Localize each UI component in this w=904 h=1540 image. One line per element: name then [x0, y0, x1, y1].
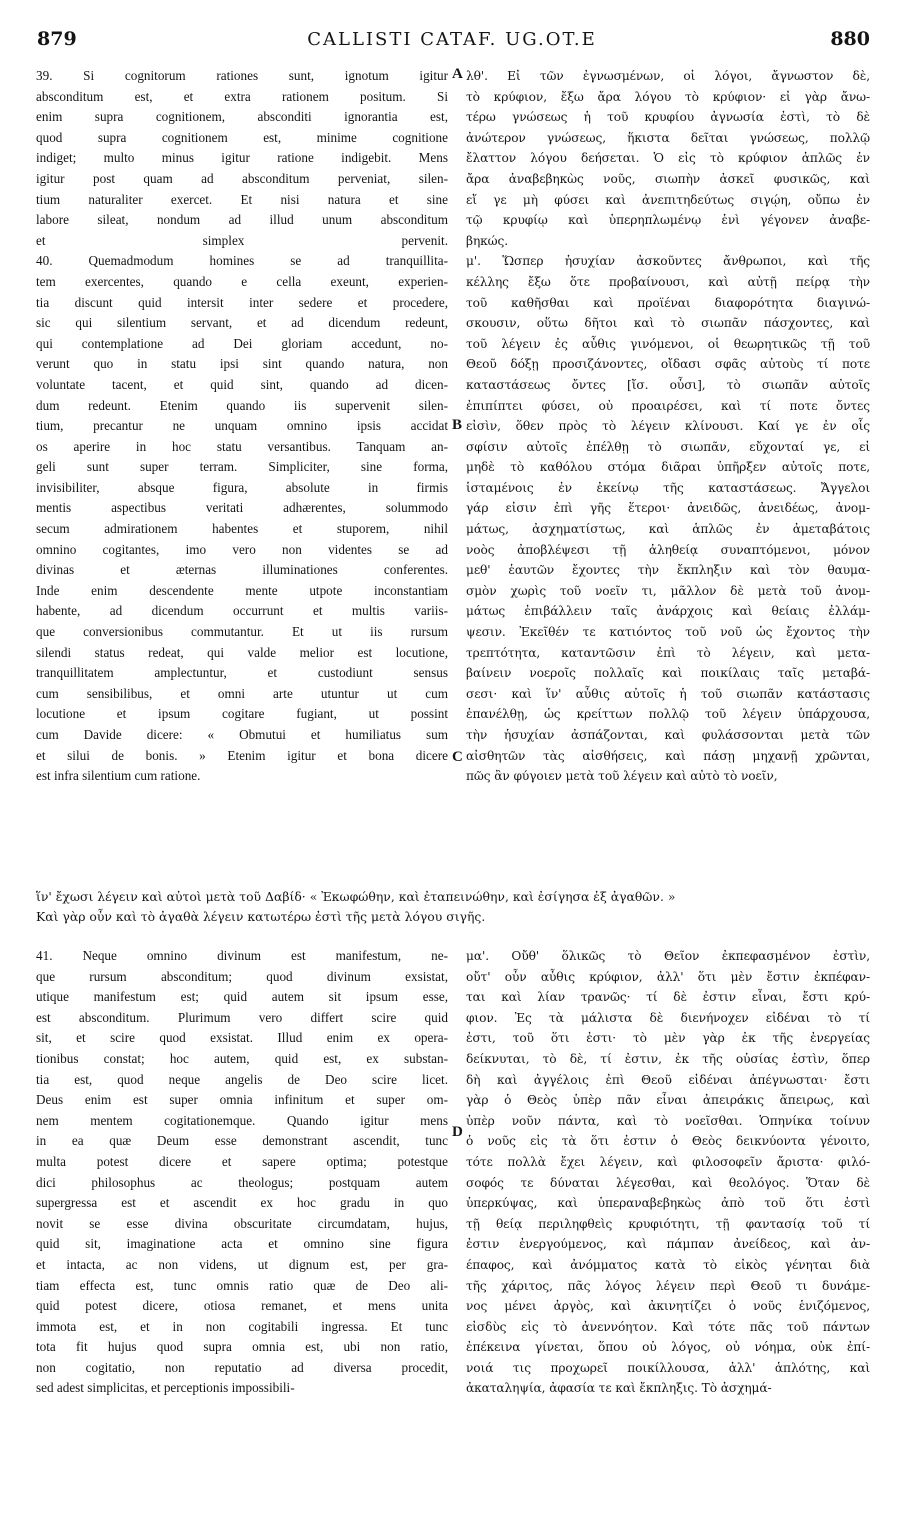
text-line: λθ'. Εἰ τῶν ἐγνωσμένων, οἱ λόγοι, ἄγνωστον δὲ, [466, 69, 870, 83]
text-line: τοῦ καθῆσθαι καὶ προϊέναι διαφορότητα διαγινώ- [466, 295, 870, 310]
text-line: τῆς χάριτος, πᾶς λόγος λέγειν περὶ Θεοῦ τι δυνάμε- [466, 1278, 870, 1293]
text-line: locutione et ipsum cogitare fugiant, ut possint [36, 706, 448, 722]
text-line: que rursum absconditum; quod divinum exsistat, [36, 968, 448, 984]
text-line: utique manifestum est; quid autem sit ipsum esse, [36, 989, 448, 1005]
text-line: δείκνυται, τὸ δὲ, τί ἐστιν, ἐκ τῆς οὐσίας ἐστὶν, ὅπερ [466, 1051, 870, 1066]
text-line: habente, ad dicendum occurrunt et multis variis- [36, 603, 448, 619]
latin-column-top [36, 66, 448, 787]
text-line: ἐπέκεινα γίνεται, ὅπου οὐ λόγος, οὐ νόημα, οὐκ ἐπί- [466, 1340, 870, 1355]
text-line: ὑπερκύψας, καὶ ὑπεραναβεβηκὼς ἀπὸ τοῦ ὅτι ἐστὶ [466, 1196, 870, 1211]
text-line: τέρω γνώσεως ἡ τοῦ κρυφίου ἀγνωσία ἐστὶ, τὸ δὲ [466, 110, 870, 125]
text-line: secum admirationem habentes et stuporem, nihil [36, 521, 448, 537]
text-line: ἀνώτερον γνώσεως, ἥκιστα δεῖται γνώσεως, πολλῷ [466, 130, 870, 145]
text-line: igitur post quam ad absconditum perveniat, silen- [36, 170, 448, 186]
text-line: σμὸν χωρὶς τοῦ νοεῖν τι, μᾶλλον δὲ μετὰ τοῦ ἀνομ- [466, 583, 870, 598]
text-line: φιον. Ἐς τὰ μάλιστα δὲ διενήνοχεν εἰδέναι τὸ τί [466, 1010, 870, 1025]
text-line: dum redeunt. Etenim quando iis supervenit silen- [36, 397, 448, 413]
text-line: tia est, quod neque angelis de Deo scire licet. [36, 1071, 448, 1087]
text-line: ἐστι, τοῦ ὅτι ἐστι· τὸ μὲν γὰρ ἐκ τῆς ἐνεργείας [466, 1031, 870, 1046]
text-line: ἐστιν ἐνεργούμενος, καὶ πάμπαν ἀνείδεος, καὶ ἀν- [466, 1237, 870, 1252]
text-line: 39. Si cognitorum rationes sunt, ignotum igitur [36, 68, 448, 83]
text-line: sit, et scire quod exsistat. Illud enim ex opera- [36, 1030, 448, 1046]
text-line: νος μένει ἀργὸς, καὶ ἀκινητίζει ὁ νοῦς ἑνιζόμενος, [466, 1299, 870, 1314]
text-line: εἰσὶν, ὅθεν πρὸς τὸ λέγειν κλίνουσι. Καί γε ἐν οἷς [466, 419, 870, 434]
text-line: νοὸς ἀποβλέψεσι τῇ ἀληθείᾳ συναπτόμενοι, μόνον [466, 542, 870, 557]
text-line: σκουσιν, οὕτω δῆτοι καὶ τὸ σιωπᾶν πάσχοντες, καὶ [466, 316, 870, 331]
text-line: ἄρα ἀναβεβηκὼς νοῦς, σιωπὴν ἀσκεῖ φυσικῶς, καὶ [466, 171, 870, 186]
text-line: mentis aspectibus veritati adhærentes, solummodo [36, 500, 448, 516]
text-line: τοῦ λέγειν ἐς αὖθις γινόμενοι, οἱ θεωρητικῶς τῇ τοῦ [466, 336, 870, 351]
text-line: immota est, et in non cogitabili ingressa. Et tunc [36, 1318, 448, 1334]
text-line: enim supra cognitionem, absconditi ignorantia est, [36, 109, 448, 125]
left-page-number: 879 [37, 28, 77, 50]
text-line: 41. Neque omnino divinum est manifestum, ne- [36, 948, 448, 963]
text-line: μηδὲ τὸ καθόλου στόμα διᾶραι ὑπῆρξεν αὐτοῖς ποτε, [466, 460, 870, 475]
text-line: sed adest simplicitas, et perceptionis impossibili- [36, 1380, 295, 1396]
text-line: τῷ κρυφίῳ καὶ ὑπερηπλωμένῳ ἑνὶ γέγονεν ἀναβε- [466, 213, 870, 228]
text-line: non cogitatio, non reputatio ad diversa procedit, [36, 1359, 448, 1375]
text-line: σφίσιν αὐτοῖς ἐπέλθῃ τὸ σιωπᾶν, εὔχονταί γε, εἰ [466, 439, 870, 454]
text-line: os aperire in hoc statu versantibus. Tanquam an- [36, 438, 448, 454]
text-line: καταστάσεως ὄντες [ἴσ. οὖσι], τὸ σιωπᾶν αὐτοῖς [466, 377, 870, 392]
text-line: labore sileat, nondum ad illud unum absconditum [36, 212, 448, 228]
text-line: ἵν' ἔχωσι λέγειν καὶ αὐτοὶ μετὰ τοῦ Δαβίδ· « Ἐκωφώθην, καὶ ἐταπεινώθην, καὶ ἐσίγησα ἐξ ἀγαθῶν. » [36, 889, 676, 904]
text-line: Καὶ γὰρ οὖν καὶ τὸ ἀγαθὰ λέγειν κατωτέρω ἐστὶ τῆς μετὰ λόγου σιγῆς. [36, 909, 486, 925]
text-line: τῇ θείᾳ περιληφθεὶς κρυφιότητι, τῇ φαντασίᾳ τοῦ τί [466, 1216, 870, 1231]
text-line: μάτως, ἀσχηματίστως, καὶ ἁπλῶς ἐν ἀμεταβάτοις [466, 522, 870, 537]
text-line: silendi status redeat, qui valde melior est locutione, [36, 644, 448, 660]
text-line: absconditum est, et extra rationem positum. Si [36, 88, 448, 104]
text-line: et intacta, ac non videns, ut dignum est, per gra- [36, 1256, 448, 1272]
text-line: supergressa est et ascendit ex hoc gradu in quo [36, 1195, 448, 1211]
text-line: cum sensibilibus, et omni arte utuntur ut cum [36, 685, 448, 701]
greek-column-bottom [466, 946, 870, 1399]
text-line: divinas et æternas illuminationes conferentes. [36, 562, 448, 578]
text-line: in ea quæ Deum esse demonstrant ascendit, tunc [36, 1133, 448, 1149]
text-line: invisibiliter, absque figura, absolute in firmis [36, 479, 448, 495]
text-line: μεθ' ἑαυτῶν ἔχοντες τὴν ἔκπληξιν καὶ τὸν θαυμα- [466, 563, 870, 578]
text-line: μ'. Ὥσπερ ἡσυχίαν ἀσκοῦντες ἄνθρωποι, καὶ τῆς [466, 254, 870, 269]
text-line: εἴ γε μὴ φύσει καὶ ἀνεπιτηδεύτως σιγῴη, οὔπω ἐν [466, 192, 870, 207]
text-line: ψεσιν. Ἐκεῖθέν τε κατιόντος τοῦ νοῦ ὡς ἔχοντος τὴν [466, 625, 870, 640]
text-line: πῶς ἂν φύγοιεν μετὰ τοῦ λέγειν καὶ αὐτὸ τὸ νοεῖν, [466, 769, 778, 784]
text-line: Θεοῦ δόξῃ προσιζάνοντες, οἴδασι σφᾶς αὐτοὺς τί ποτε [466, 357, 870, 372]
text-line: μάτως ἐπιβάλλειν ταῖς ἀνάρχοις καὶ θείαις ἐλλάμ- [466, 604, 870, 619]
full-width-greek [36, 887, 870, 928]
text-line: nem mentem cogitationemque. Quando igitur mens [36, 1112, 448, 1128]
text-line: ἐπιπίπτει φύσει, οὐ προαιρέσει, καὶ τί ποτε ὄντες [466, 398, 870, 413]
text-line: οὔτ' οὖν αὖθις κρύφιον, ἀλλ' ὅτι μὲν ἔστιν ἐκπέφαν- [466, 969, 870, 984]
text-line: ἔλαττον λόγου δεήσεται. Ὁ εἰς τὸ κρύφιον ἁπλῶς ἐν [466, 151, 870, 166]
text-line: ἱσταμένοις ἐν ἐκείνῳ τῆς καταστάσεως. Ἄγγελοι [466, 480, 870, 495]
text-line: qui contemplatione ad Dei gloriam accedunt, no- [36, 335, 448, 351]
text-line: tium, precantur ne unquam omnino ipsis accidat [36, 418, 448, 434]
text-line: verunt quo in statu ipsi sint quando natura, non [36, 356, 448, 372]
text-line: ἀκαταληψία, ἀφασία τε καὶ ἔκπληξις. Τὸ ἀσχημά- [466, 1381, 772, 1396]
text-line: tem exercentes, quando e cella exeunt, experien- [36, 273, 448, 289]
margin-letter-d: D [452, 1124, 463, 1140]
text-line: ται καὶ λίαν τρανῶς· τί δὲ ἐστιν εἶναι, ἔστι κρύ- [466, 990, 870, 1005]
text-line: tium naturaliter exercet. Et nisi natura et sine [36, 191, 448, 207]
margin-letter-b: B [452, 417, 463, 433]
text-line: quod supra cognitionem est, minime cognitione [36, 129, 448, 145]
text-line: 40. Quemadmodum homines se ad tranquillita- [36, 253, 448, 269]
text-line: γὰρ ὁ Θεὸς ὑπὲρ πᾶν εἶναι ἀπειράκις ἄπειρως, καὶ [466, 1093, 870, 1108]
text-line: ἐπανέλθῃ, ὡς κρείττων πολλῷ τοῦ λέγειν ὑπάρχουσα, [466, 707, 870, 722]
text-line: indiget; multo minus igitur ratione indigebit. Mens [36, 150, 448, 166]
running-title: CALLISTI CATAF. UG.OT.E [307, 29, 597, 50]
text-line: omnino cogitantes, imo vero non videntes se ad [36, 541, 448, 557]
greek-column-top [466, 66, 870, 787]
text-line: dici philosophus ac theologus; postquam autem [36, 1174, 448, 1190]
margin-letter-a: A [452, 66, 463, 82]
text-line: et silui de bonis. » Etenim igitur et bona dicere [36, 747, 448, 763]
text-line: τὴν ἡσυχίαν ἀσπάζονται, καὶ φυλάσσονται μετὰ τῶν [466, 728, 870, 742]
text-line: γάρ εἰσιν ἐπὶ γῆς ἕτεροι· ἀνειδῶς, ἀνειδέως, ἀνομ- [466, 501, 870, 516]
text-line: δὴ καὶ ἀγγέλοις ἐπὶ Θεοῦ εἰδέναι ἀπέγνωσται· ἔστι [466, 1072, 870, 1087]
text-line: sic qui silentium servant, et ad dicendum redeunt, [36, 315, 448, 331]
text-line: tionibus constat; hoc autem, quid est, ex substan- [36, 1050, 448, 1066]
text-line: Deus enim est super omnia infinitum et super om- [36, 1092, 448, 1108]
text-line: έπαφος, καὶ ἀνόμματος κατὰ τὸ εἰκὸς γένηται διὰ [466, 1257, 870, 1272]
text-line: quid potest dicere, otiosa remanet, et mens unita [36, 1298, 448, 1314]
text-line: est absconditum. Plurimum vero differt scire quid [36, 1009, 448, 1025]
text-line: et simplex pervenit. [36, 232, 448, 248]
text-line: cum Davide dicere: « Obmutui et humiliatus sum [36, 727, 448, 742]
text-line: αἰσθητῶν τὰς αἰσθήσεις, καὶ πάσῃ μηχανῇ χρῶνται, [466, 748, 870, 763]
page-header [0, 28, 904, 58]
text-line: voluntate tacent, et quid sint, quando ad dicen- [36, 376, 448, 392]
text-line: μα'. Οὔθ' ὅλικῶς τὸ Θεῖον ἐκπεφασμένον ἐστὶν, [466, 949, 870, 963]
text-line: σοφός τε δύναται λέγεσθαι, καὶ θεολόγος. Ὅταν δὲ [466, 1175, 870, 1190]
margin-letter-c: C [452, 749, 463, 765]
text-line: tranquillitatem amplectuntur, et custodiunt sensus [36, 665, 448, 681]
text-line: εἰσδὺς εἰς τὸ ἀνεννόητον. Καὶ τότε πᾶς τοῦ πάντων [466, 1319, 870, 1334]
text-line: novit se esse divina obscuritate circumdatam, hujus, [36, 1215, 448, 1231]
text-line: νοιά τις προχωρεῖ ποικίλλουσα, ἀλλ' ἁπλότης, καὶ [466, 1360, 870, 1375]
text-line: est infra silentium cum ratione. [36, 768, 201, 784]
latin-column-bottom [36, 946, 448, 1399]
text-line: tia discunt quid intersit inter sedere et procedere, [36, 294, 448, 310]
text-line: Inde enim descendente mente utpote inconstantiam [36, 582, 448, 598]
text-line: τρεπτότητα, καταντῶσιν ἐπὶ τὸ λέγειν, καὶ μετα- [466, 645, 870, 660]
text-line: ὁ νοῦς εἰς τὰ ὅτι ἐστιν ὁ Θεὸς δεικνύοντα γένοιτο, [466, 1134, 870, 1149]
text-line: τότε πολλὰ ἔχει λέγειν, καὶ φιλοσοφεῖν ἄριστα· φιλό- [466, 1154, 870, 1169]
text-line: geli sunt super terram. Simpliciter, sine forma, [36, 459, 448, 475]
text-line: quid sit, imaginatione acta et omnino sine figura [36, 1236, 448, 1252]
text-line: κέλλης ἔξω ὅτε προβαίνουσι, καὶ αὐτῇ πείρᾳ τὴν [466, 274, 870, 289]
text-line: que conversionibus commutantur. Et ut iis rursum [36, 624, 448, 640]
text-line: τὸ κρύφιον, ἔξω ἄρα λόγου τὸ κρύφιον· εἰ γὰρ ἄνω- [466, 89, 870, 104]
right-page-number: 880 [830, 28, 870, 50]
text-line: βαίνειν νοεροῖς πολλαῖς καὶ ποικίλαις ταῖς μεταβά- [466, 666, 870, 681]
text-line: ὑπὲρ νοῦν πάντα, καὶ τὸ νοεῖσθαι. Ὁπηνίκα τοίνυν [466, 1113, 870, 1128]
text-line: σεσι· καὶ ἵν' αὖθις αὐτοῖς ἡ τοῦ σιωπᾶν κατάστασις [466, 686, 870, 701]
text-line: tota fit hujus quod supra omnia est, ubi non ratio, [36, 1339, 448, 1355]
text-line: multa potest dicere et sapere optima; potestque [36, 1153, 448, 1169]
text-line: tiam effecta est, tunc omnis ratio quæ de Deo ali- [36, 1277, 448, 1293]
text-line: βηκώς. [466, 233, 509, 248]
